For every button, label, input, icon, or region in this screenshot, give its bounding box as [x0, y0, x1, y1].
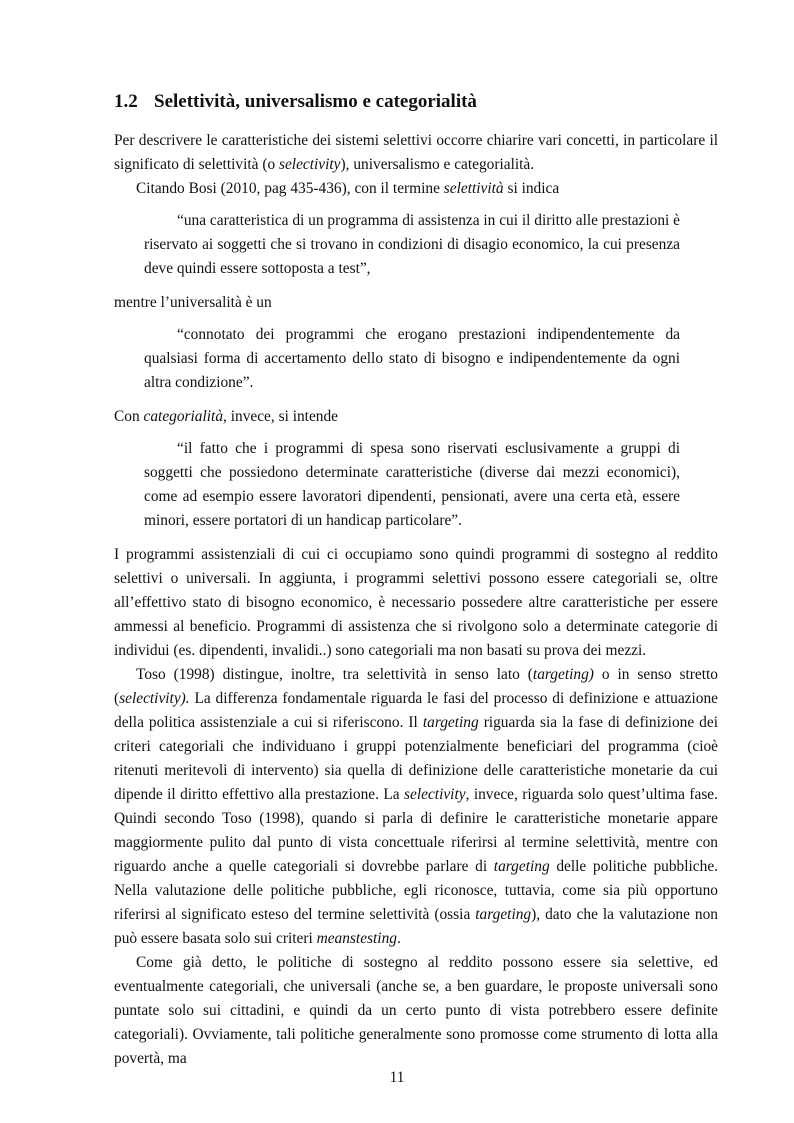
paragraph-politiche: Come già detto, le politiche di sostegno al reddito possono essere sia selettive, ed eventualmente categoriali, che universali (anche se, a ben guardare, le proposte universali sono puntate solo sui cittadini, e quindi da un certo punto di vista potrebbero essere definite categoriali). Ovviamente, tali politiche generalmente sono promosse come strumento di lotta alla povertà, ma [114, 954, 718, 1067]
text-run: La differenza fondamentale riguarda le fasi del processo di definizione e attuazione della politica assistenziale a cui si riferiscono. Il [114, 690, 718, 731]
quote-selettivita: “una caratteristica di un programma di assistenza in cui il diritto alle prestazioni è riservato ai soggetti che si trovano in condizioni di disagio economico, la cui presenza deve quindi essere sottoposta a test”, [144, 212, 681, 277]
text-run: . [396, 930, 401, 947]
text-run: Citando Bosi (2010, pag 435-436), con il termine [136, 180, 444, 197]
text-run: o in senso stretto ( [114, 666, 718, 707]
emphasis: targeting) [532, 666, 594, 683]
section-number: 1.2 [114, 91, 138, 112]
paragraph-categorialita [114, 405, 718, 429]
emphasis: categorialità [143, 408, 224, 425]
paragraph-bosi [114, 177, 718, 201]
emphasis: meanstesting [316, 930, 397, 947]
emphasis: targeting [493, 858, 550, 875]
quote-universalita: “connotato dei programmi che erogano prestazioni indipendentemente da qualsiasi forma di accertamento dello stato di bisogno e indipendentemente da ogni altra condizione”. [144, 326, 680, 391]
emphasis: targeting [475, 906, 532, 923]
paragraph-universalita: mentre l’universalità è un [114, 294, 272, 311]
text-run: Con [114, 408, 144, 425]
section-heading [114, 88, 718, 116]
text-run: , invece, riguarda solo quest’ultima fase. Quindi secondo Toso (1998), quando si parla di definire le caratteristiche monetarie appare maggiormente pulito dal punto di vista concettuale riferirsi al termine selettività, mentre con riguardo anche a quelle categoriali si dovrebbe parlare di [114, 786, 718, 875]
text-run: ), dato che la valutazione non può essere basata solo sui criteri [114, 906, 718, 947]
emphasis: targeting [422, 714, 479, 731]
text-run: Toso (1998) distingue, inoltre, tra selettività in senso lato ( [136, 666, 533, 683]
page-body [114, 88, 718, 1071]
emphasis: selettività [443, 180, 504, 197]
paragraph-programmi: I programmi assistenziali di cui ci occupiamo sono quindi programmi di sostegno al reddito selettivi o universali. In aggiunta, i programmi selettivi possono essere categoriali se, oltre all’effettivo stato di bisogno economico, è necessario possedere altre caratteristiche per essere ammessi al beneficio. Programmi di assistenza che si rivolgono solo a determinate categorie di individui (es. dipendenti, invalidi..) sono categoriali ma non basati su prova dei mezzi. [114, 546, 718, 659]
text-run: riguarda sia la fase di definizione dei criteri categoriali che individuano i gruppi potenzialmente beneficiari del programma (cioè ritenuti meritevoli di intervento) sia quella di definizione delle caratteristiche monetarie da cui dipende il diritto effettivo alla prestazione. La [114, 714, 718, 803]
paragraph-intro [114, 129, 718, 177]
text-run: si indica [503, 180, 560, 197]
text-run: Per descrivere le caratteristiche dei sistemi selettivi occorre chiarire vari concetti, in particolare il significato di selettività (o [114, 132, 718, 173]
page-number: 11 [389, 1069, 405, 1086]
text-run: ), universalismo e categorialità. [340, 156, 535, 173]
text-run: delle politiche pubbliche. Nella valutazione delle politiche pubbliche, egli riconosce, tuttavia, come sia più opportuno riferirsi al significato esteso del termine selettività (ossia [114, 858, 719, 923]
emphasis: selectivity). [119, 690, 190, 707]
text-run: , invece, si intende [223, 408, 338, 425]
section-title: Selettività, universalismo e categorialità [154, 91, 477, 112]
quote-categorialita: “il fatto che i programmi di spesa sono riservati esclusivamente a gruppi di soggetti che possiedono determinate caratteristiche (diverse dai mezzi economici), come ad esempio essere lavoratori dipendenti, pensionati, avere una certa età, essere minori, essere portatori di un handicap particolare”. [144, 440, 680, 529]
emphasis: selectivity [278, 156, 341, 173]
emphasis: selectivity [404, 786, 466, 803]
paragraph-toso [114, 663, 718, 951]
